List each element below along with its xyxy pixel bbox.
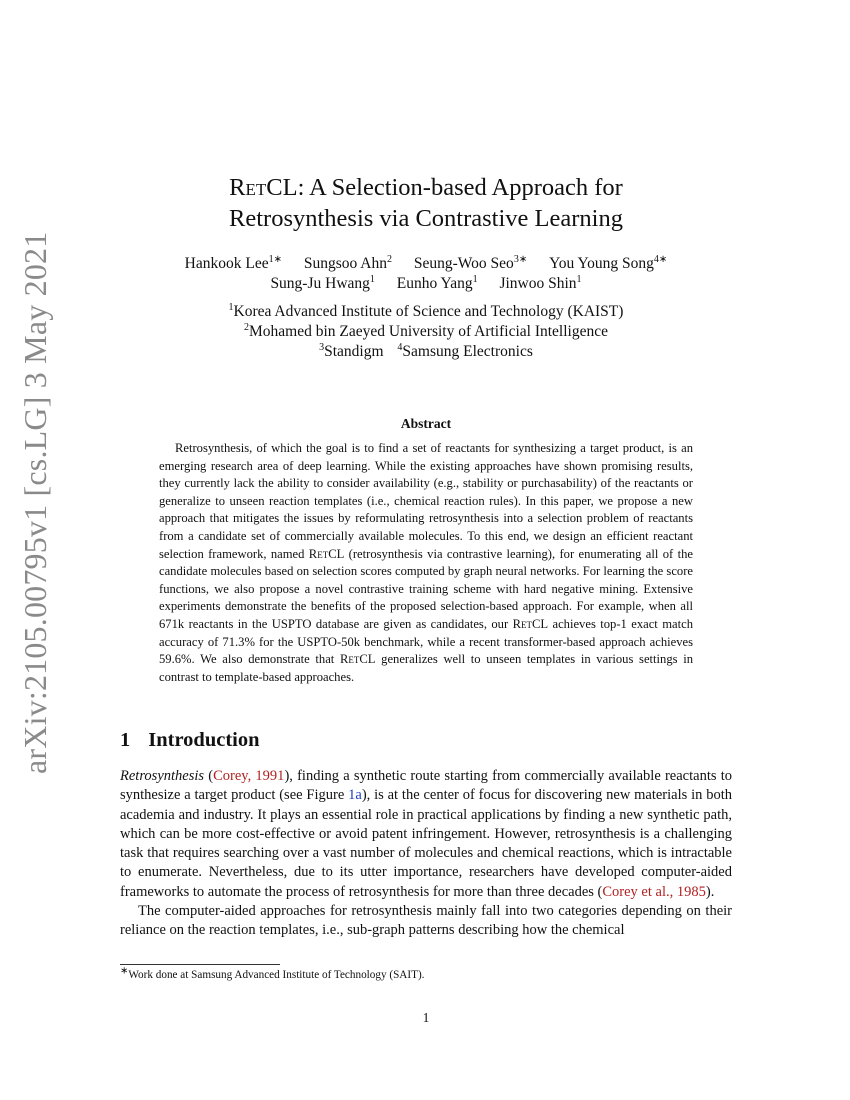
author-name: Sungsoo Ahn: [303, 255, 387, 272]
author: [270, 275, 374, 292]
author-row-1: [120, 254, 732, 274]
arxiv-identifier-stamp: arXiv:2105.00795v1 [cs.LG] 3 May 2021: [17, 231, 53, 774]
paragraph: [120, 767, 732, 902]
title-line-1: [120, 172, 732, 203]
affiliation: [120, 322, 732, 342]
text-segment: ), finding a synthetic route starting from commercially available reactants to synthesize a target product (see Figure: [120, 768, 732, 804]
author-superscript: 1: [472, 273, 478, 285]
paragraph: The computer-aided approaches for retrosynthesis mainly fall into two categories depending on their reliance on the reaction templates, i.e., sub-graph patterns describing how the chemical: [120, 903, 732, 939]
abstract-segment: generalizes well to unseen templates in various settings in contrast to template-based approaches.: [159, 652, 693, 684]
author-superscript: 1: [576, 273, 582, 285]
citation-link[interactable]: Corey, 1991: [213, 768, 285, 784]
title-line-2: Retrosynthesis via Contrastive Learning: [229, 205, 623, 232]
section-number: 1: [120, 729, 131, 751]
author-superscript: 1∗: [268, 253, 282, 265]
abstract-segment: achieves top-1 exact match accuracy of 71.3% for the USPTO-50k benchmark, while a recent transformer-based approach achieves 59.6%. We also demonstrate that: [159, 616, 693, 667]
section-heading: [120, 729, 260, 752]
emphasized-term: Retrosynthesis: [120, 768, 205, 784]
footnote-rule: [120, 964, 280, 965]
affiliation-text: Samsung Electronics: [402, 343, 533, 360]
author-name: Jinwoo Shin: [499, 275, 577, 292]
affiliation-superscript: 2: [244, 321, 250, 333]
affiliation: [120, 302, 732, 322]
footnote-text: Work done at Samsung Advanced Institute of Technology (SAIT).: [128, 969, 425, 981]
method-name: RetCL: [229, 174, 298, 201]
author-superscript: 1: [369, 273, 375, 285]
affiliation-superscript: 3: [319, 341, 325, 353]
author-name: Sung-Ju Hwang: [270, 275, 370, 292]
author: [414, 255, 527, 272]
affiliation-text: Mohamed bin Zaeyed University of Artificial Intelligence: [249, 323, 608, 340]
abstract-segment: Retrosynthesis, of which the goal is to find a set of reactants for synthesizing a target product, is an emerging research area of deep learning. While the existing approaches have shown promising results, they currently lack the ability to consider availability (e.g., stability or purchasability) of the reactants or generalize to unseen reaction templates (i.e., chemical reaction rules). In this paper, we propose a new approach that mitigates the issues by reformulating retrosynthesis into a selection problem of reactants from a candidate set of commercially available molecules. To this end, we design an efficient reactant selection framework, named: [159, 441, 693, 561]
author-name: You Young Song: [549, 255, 654, 272]
author-name: Eunho Yang: [396, 275, 473, 292]
affiliation-superscript: 1: [228, 301, 234, 313]
affiliation-list: [120, 302, 732, 362]
author-list: [120, 254, 732, 294]
method-name: RetCL: [308, 546, 345, 561]
author: [397, 275, 478, 292]
method-name: RetCL: [512, 616, 549, 631]
author-superscript: 2: [387, 253, 392, 265]
affiliation: [397, 342, 532, 362]
text-segment: ), is at the center of focus for discovering new materials in both academia and industry. It plays an essential role in practical applications by finding a new synthetic path, which can be more cost-effective or avoid patent infringement. However, retrosynthesis is a challenging task that requires searching over a vast number of molecules and chemical reactions, which is intractable to enumerate. Nevertheless, due to its utter importance, researchers have developed computer-aided frameworks to automate the process of retrosynthesis for more than three decades (: [120, 787, 733, 900]
affiliation-superscript: 4: [397, 341, 403, 353]
title-line-1-rest: : A Selection-based Approach for: [297, 174, 623, 201]
author: [499, 275, 581, 292]
introduction-body: [120, 767, 732, 941]
section-title: Introduction: [148, 729, 260, 751]
author-superscript: 4∗: [653, 253, 668, 265]
author: [304, 255, 392, 272]
author-superscript: 3∗: [513, 253, 528, 265]
footnote: [120, 965, 732, 983]
affiliation-row: [120, 342, 732, 362]
affiliation-text: Standigm: [324, 343, 384, 360]
paper-title: [120, 172, 732, 234]
author: [549, 255, 667, 272]
footnote-mark: ∗: [120, 965, 129, 977]
abstract-segment: (retrosynthesis via contrastive learning), for enumerating all of the candidate molecules based on selection scores computed by graph neural networks. For learning the score functions, we also propose a novel contrastive training scheme with hard negative mining. Extensive experiments demonstrate the benefits of the proposed selection-based approach. For example, when all 671k reactants in the USPTO database are given as candidates, our: [159, 546, 693, 631]
figure-reference-link[interactable]: 1a: [348, 787, 362, 804]
affiliation-text: Korea Advanced Institute of Science and Technology (KAIST): [233, 303, 624, 320]
method-name: RetCL: [339, 652, 376, 667]
author-row-2: [120, 274, 732, 294]
affiliation: [319, 342, 383, 362]
page-number: 1: [422, 1010, 430, 1025]
text-segment: ).: [705, 883, 715, 900]
abstract-text: [159, 440, 693, 686]
text-segment: (: [204, 768, 214, 784]
author-name: Hankook Lee: [184, 255, 269, 272]
author: [185, 255, 282, 272]
citation-link[interactable]: Corey et al., 1985: [602, 883, 706, 900]
author-name: Seung-Woo Seo: [413, 255, 514, 272]
abstract-heading: Abstract: [400, 416, 452, 431]
